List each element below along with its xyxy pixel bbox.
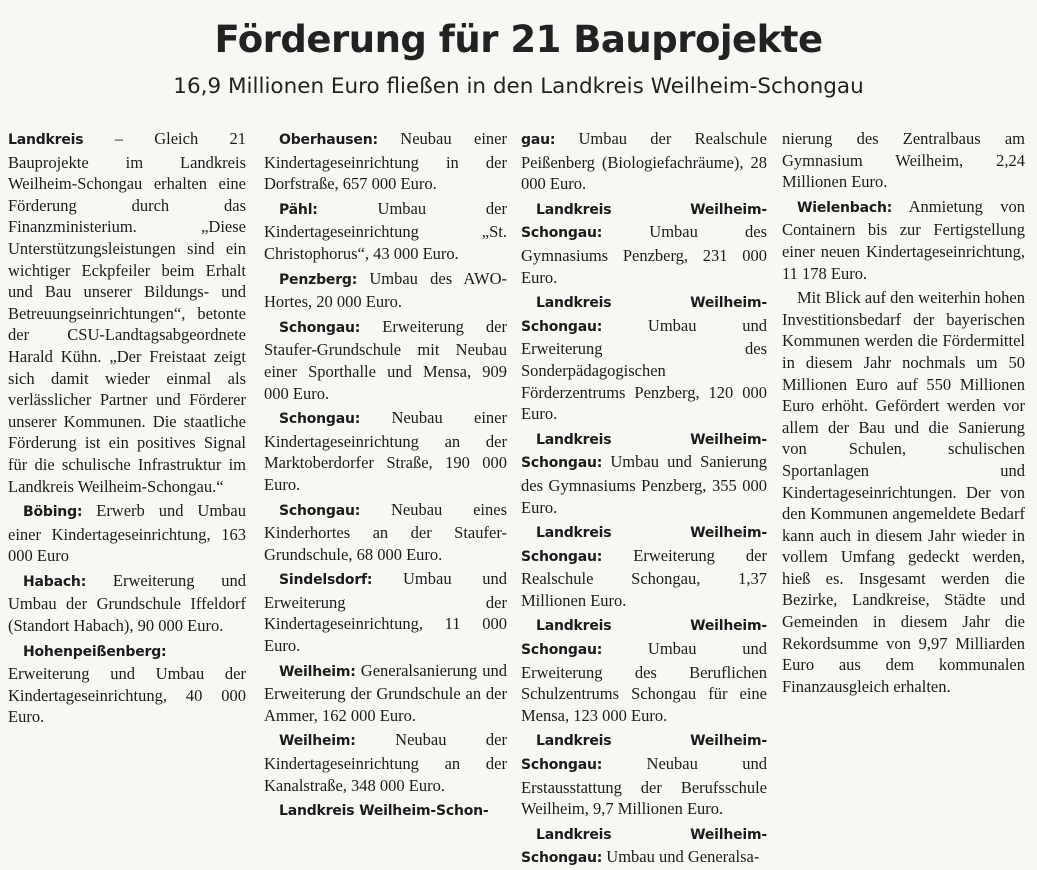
paragraph-keyword: Schongau:: [279, 319, 361, 336]
paragraph: [521, 614, 767, 726]
paragraph: [521, 729, 767, 819]
paragraph-text: Umbau und Erweiterung des Beruflichen Schulzentrums Schongau für eine Mensa, 123 000 Euro.: [521, 639, 767, 725]
paragraph: [782, 128, 1025, 193]
paragraph-text: Neubau der Kindertageseinrichtung an der Kanalstraße, 348 000 Euro.: [264, 730, 507, 795]
paragraph-keyword: Landkreis Weilheim-Schongau:: [521, 201, 767, 242]
paragraph-keyword: Sindelsdorf:: [279, 572, 373, 589]
paragraph: [264, 799, 507, 823]
paragraph-keyword: Wielenbach:: [797, 199, 893, 216]
paragraph-keyword: gau:: [521, 132, 556, 148]
paragraph-text: Erweiterung der Realschule Schongau, 1,37 Millionen Euro.: [521, 545, 767, 610]
article-subheadline: 16,9 Millionen Euro fließen in den Landkreis Weilheim-Schongau: [173, 74, 864, 99]
paragraph: [264, 198, 507, 265]
paragraph: [782, 196, 1025, 284]
paragraph-keyword: Landkreis Weilheim-Schongau:: [521, 295, 767, 335]
paragraph-keyword: Böbing:: [23, 504, 83, 521]
paragraph-text: Umbau des AWO-Hortes, 20 000 Euro.: [264, 268, 507, 312]
paragraph: [8, 500, 246, 567]
paragraph: [521, 198, 767, 288]
paragraph-keyword: Penzberg:: [279, 271, 358, 288]
paragraph: [521, 128, 767, 195]
paragraph-text: Umbau und Generalsa-: [602, 847, 760, 867]
paragraph-text: Mit Blick auf den weiterhin hohen Investitionsbedarf der bayerischen Kommunen werden die Fördermittel in diesem Jahr nochmals um 50 Millionen Euro auf 550 Millionen Euro erhöht. Gefördert werden vor allem der Bau und die Sanierung von Schulen, schulischen Sportanlagen und Kindertageseinrichtungen. Der von den Kommunen angemeldete Bedarf kann auch in diesem Jahr wieder in vollem Umfang gedeckt werden, hieß es. Insgesamt werden die Bezirke, Landkreise, Städte und Gemeinden in diesem Jahr die Rekordsumme von 9,97 Milliarden Euro aus dem kommunalen Finanzausgleich erhalten.: [782, 288, 1025, 696]
paragraph: [8, 128, 246, 497]
paragraph: [521, 428, 767, 518]
paragraph: [264, 407, 507, 495]
text-column-1: [8, 128, 246, 760]
article-headline: Förderung für 21 Bauprojekte: [214, 18, 823, 61]
text-column-3: [521, 128, 767, 867]
paragraph-text: Umbau und Erweiterung des Sonderpädagogischen Förderzentrums Penzberg, 120 000 Euro.: [521, 315, 767, 424]
paragraph-keyword: Landkreis Weilheim-Schongau:: [521, 525, 767, 565]
paragraph-text: Umbau und Sanierung des Gymnasiums Penzberg, 355 000 Euro.: [521, 452, 767, 517]
text-column-2: [264, 128, 507, 820]
paragraph-keyword: Landkreis Weilheim-Schongau:: [521, 826, 767, 867]
paragraph-keyword: Landkreis Weilheim-Schongau:: [521, 733, 767, 774]
paragraph-text: Neubau und Erstausstattung der Berufsschule Weilheim, 9,7 Millionen Euro.: [521, 754, 767, 819]
paragraph-text: Umbau und Erweiterung der Kindertageseinrichtung, 11 000 Euro.: [264, 569, 507, 656]
paragraph-text: Generalsanierung und Erweiterung der Grundschule an der Ammer, 162 000 Euro.: [264, 660, 507, 725]
paragraph-text: Erweiterung und Umbau der Grundschule Iffeldorf (Standort Habach), 90 000 Euro.: [8, 570, 246, 636]
paragraph-text: Erwerb und Umbau einer Kindertageseinrichtung, 163 000 Euro: [8, 501, 246, 566]
paragraph-keyword: Weilheim:: [279, 733, 356, 750]
paragraph-text: Anmietung von Containern bis zur Fertigstellung einer neuen Kindertageseinrichtung, 11 178 Euro.: [782, 196, 1025, 283]
paragraph: [264, 316, 507, 404]
paragraph-text: Umbau der Realschule Peißenberg (Biologiefachräume), 28 000 Euro.: [521, 129, 767, 194]
paragraph: [8, 640, 246, 728]
paragraph-text: Neubau eines Kinderhortes an der Staufer-Grundschule, 68 000 Euro.: [264, 499, 507, 564]
paragraph-text: – Gleich 21 Bauprojekte im Landkreis Weilheim-Schongau erhalten eine Förderung durch das Finanzministerium. „Diese Unterstützungsleistungen sind ein wichtiger Eckpfeiler beim Erhalt und Bau unserer Bildungs- und Betreuungseinrichtungen“, betonte der CSU-Landtagsabgeordnete Harald Kühn. „Der Freistaat zeigt sich damit wieder einmal als verlässlicher Partner und Förderer unserer Kommunen. Die staatliche Förderung ist ein positives Signal für die schulische Infrastruktur im Landkreis Weilheim-Schongau.“: [8, 129, 246, 496]
paragraph: [8, 570, 246, 637]
paragraph: [264, 729, 507, 796]
paragraph-keyword: Schongau:: [279, 502, 361, 519]
paragraph: [782, 287, 1025, 697]
paragraph-keyword: Landkreis Weilheim-Schongau:: [521, 618, 767, 659]
paragraph-text: Umbau der Kindertageseinrichtung „St. Christophorus“, 43 000 Euro.: [264, 198, 507, 263]
paragraph-keyword: Hohenpeißenberg:: [23, 643, 167, 660]
paragraph-keyword: Weilheim:: [279, 663, 356, 680]
text-column-4: [782, 128, 1025, 760]
paragraph: [264, 268, 507, 313]
paragraph: [521, 291, 767, 425]
paragraph-keyword: Habach:: [23, 573, 87, 590]
paragraph-text: nierung des Zentralbaus am Gymnasium Weilheim, 2,24 Millionen Euro.: [782, 129, 1025, 192]
paragraph-keyword: Pähl:: [279, 201, 318, 218]
paragraph-keyword: Landkreis Weilheim-Schongau:: [521, 431, 767, 472]
paragraph: [264, 568, 507, 656]
paragraph-keyword: Landkreis Weilheim-Schon-: [279, 803, 489, 820]
paragraph-text: Neubau einer Kindertageseinrichtung in der Dorfstraße, 657 000 Euro.: [264, 129, 507, 194]
paragraph-text: Erweiterung der Staufer-Grundschule mit Neubau einer Sporthalle und Mensa, 909 000 Euro.: [264, 316, 507, 403]
paragraph: [264, 499, 507, 566]
paragraph: [521, 823, 767, 870]
paragraph-text: Umbau des Gymnasiums Penzberg, 231 000 Euro.: [521, 222, 767, 287]
paragraph-keyword: Oberhausen:: [279, 132, 378, 148]
paragraph: [264, 660, 507, 727]
paragraph-text: Neubau einer Kindertageseinrichtung an der Marktoberdorfer Straße, 190 000 Euro.: [264, 408, 507, 494]
paragraph-text: Erweiterung und Umbau der Kindertageseinrichtung, 40 000 Euro.: [8, 664, 246, 727]
paragraph-keyword: Landkreis: [8, 132, 84, 148]
paragraph-keyword: Schongau:: [279, 411, 361, 428]
paragraph: [521, 521, 767, 611]
paragraph: [264, 128, 507, 195]
